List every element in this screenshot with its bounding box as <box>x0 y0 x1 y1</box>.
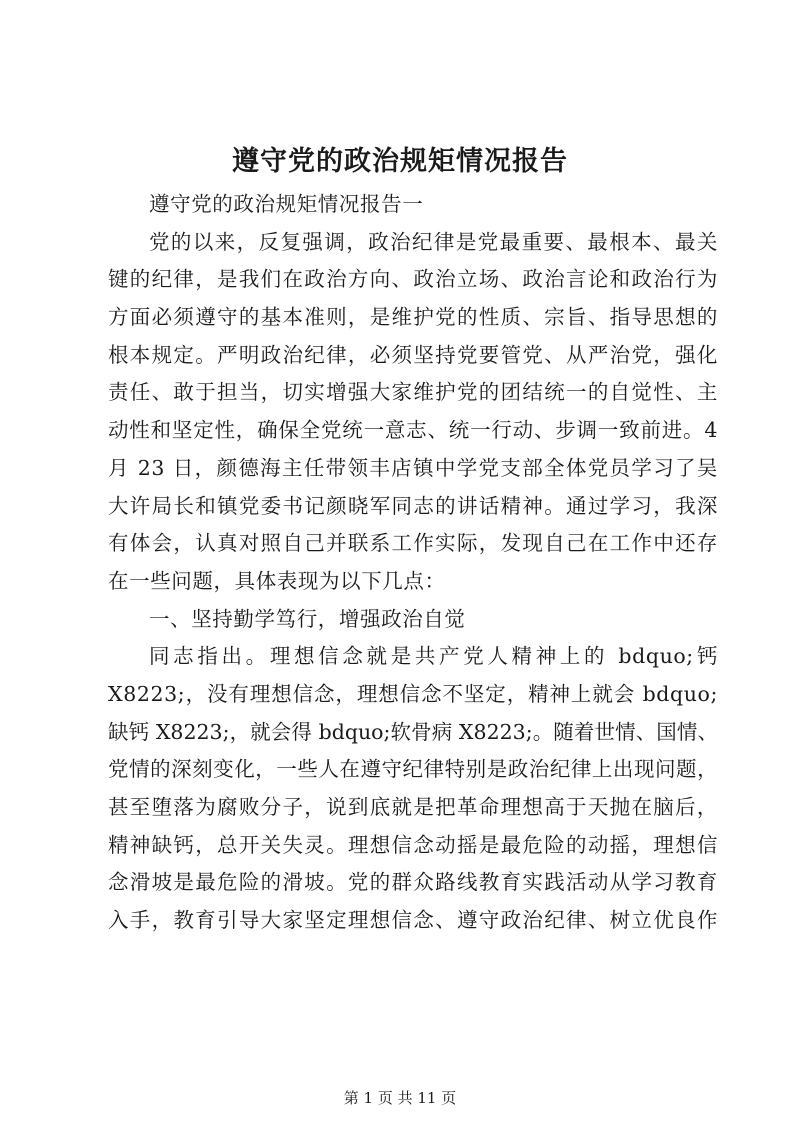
text-line: 念滑坡是最危险的滑坡。党的群众路线教育实践活动从学习教育 <box>108 870 718 895</box>
text-line: 根本规定。严明政治纪律，必须坚持党要管党、从严治党，强化 <box>108 342 718 367</box>
text-line: X8223;，没有理想信念，理想信念不坚定，精神上就会 bdquo; <box>108 681 718 706</box>
document-body <box>108 186 718 940</box>
text-line: 党情的深刻变化，一些人在遵守纪律特别是政治纪律上出现问题， <box>108 757 718 782</box>
text-line: 缺钙 X8223;，就会得 bdquo;软骨病 X8223;。随着世情、国情、 <box>108 719 718 744</box>
document-title: 遵守党的政治规矩情况报告 <box>232 146 568 177</box>
text-line: 同志指出。理想信念就是共产党人精神上的 bdquo;钙 <box>149 644 718 669</box>
text-line: 入手，教育引导大家坚定理想信念、遵守政治纪律、树立优良作 <box>108 908 718 933</box>
text-line: 党的以来，反复强调，政治纪律是党最重要、最根本、最关 <box>149 229 718 254</box>
text-line: 大许局长和镇党委书记颜晓军同志的讲话精神。通过学习，我深 <box>108 493 718 518</box>
text-line: 有体会，认真对照自己并联系工作实际，发现自己在工作中还存 <box>108 531 718 556</box>
page-number-footer: 第 1 页 共 11 页 <box>343 1089 457 1107</box>
text-line: 月 23 日，颜德海主任带领丰店镇中学党支部全体党员学习了吴 <box>108 455 718 480</box>
text-line: 方面必须遵守的基本准则，是维护党的性质、宗旨、指导思想的 <box>108 305 718 330</box>
text-line: 动性和坚定性，确保全党统一意志、统一行动、步调一致前进。4 <box>108 418 718 443</box>
text-line: 在一些问题，具体表现为以下几点： <box>108 568 446 593</box>
text-line: 遵守党的政治规矩情况报告一 <box>149 192 424 216</box>
text-line: 精神缺钙，总开关失灵。理想信念动摇是最危险的动摇，理想信 <box>108 832 718 857</box>
text-line: 责任、敢于担当，切实增强大家维护党的团结统一的自觉性、主 <box>108 380 718 405</box>
section-heading: 一、坚持勤学笃行，增强政治自觉 <box>149 606 466 631</box>
text-line: 键的纪律，是我们在政治方向、政治立场、政治言论和政治行为 <box>108 267 718 292</box>
text-line: 甚至堕落为腐败分子，说到底就是把革命理想高于天抛在脑后， <box>108 795 718 819</box>
